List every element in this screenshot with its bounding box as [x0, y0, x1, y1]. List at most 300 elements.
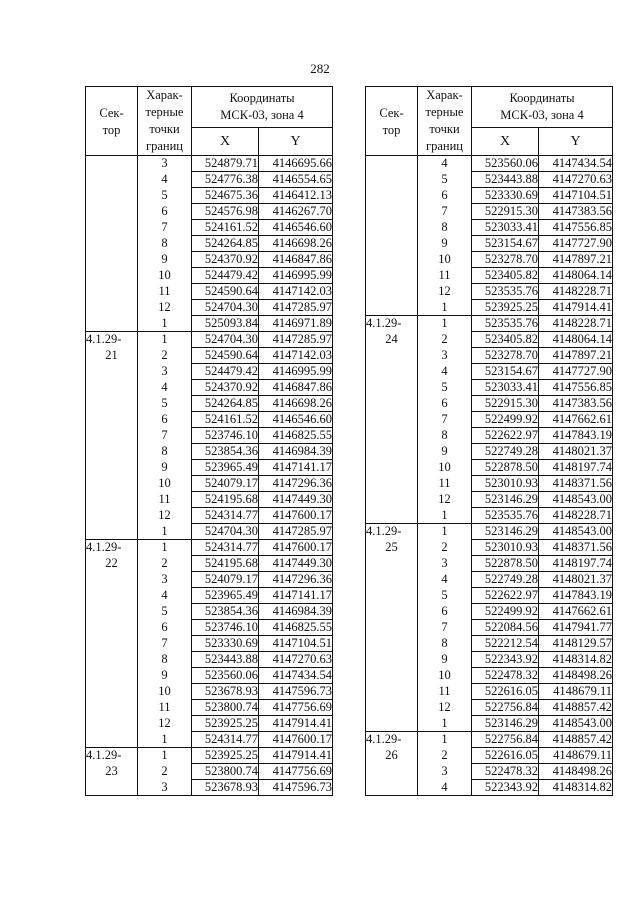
y-cell: 4147434.54: [259, 668, 333, 684]
point-cell: 1: [138, 748, 192, 764]
sector-cell: [366, 268, 418, 284]
y-cell: 4147600.17: [259, 732, 333, 748]
y-cell: 4147142.03: [259, 348, 333, 364]
sector-cell: [366, 652, 418, 668]
table-row: [366, 364, 613, 380]
point-cell: 3: [138, 780, 192, 796]
table-row: [86, 476, 333, 492]
y-cell: 4147843.19: [539, 428, 613, 444]
point-cell: 2: [138, 764, 192, 780]
y-cell: 4146847.86: [259, 380, 333, 396]
point-cell: 1: [138, 524, 192, 540]
point-cell: 7: [138, 220, 192, 236]
point-cell: 11: [138, 284, 192, 300]
x-cell: 524161.52: [192, 220, 259, 236]
y-cell: 4147142.03: [259, 284, 333, 300]
table-row: [366, 268, 613, 284]
x-cell: 524576.98: [192, 204, 259, 220]
table-row: [86, 300, 333, 316]
y-cell: 4146984.39: [259, 604, 333, 620]
points-header: Харак- терные точки границ: [418, 87, 472, 156]
table-row: [366, 636, 613, 652]
point-cell: 10: [418, 460, 472, 476]
table-row: [86, 684, 333, 700]
table-row: [86, 700, 333, 716]
sector-cell: [86, 476, 138, 492]
x-cell: 523405.82: [472, 332, 539, 348]
point-cell: 9: [418, 236, 472, 252]
sector-cell: [366, 716, 418, 732]
sector-header: Сек- тор: [366, 87, 418, 156]
table-row: [366, 460, 613, 476]
y-cell: 4147914.41: [539, 300, 613, 316]
point-cell: 6: [418, 396, 472, 412]
x-cell: 523800.74: [192, 764, 259, 780]
x-cell: 524314.77: [192, 540, 259, 556]
point-cell: 8: [138, 236, 192, 252]
point-cell: 5: [418, 380, 472, 396]
y-cell: 4147141.17: [259, 460, 333, 476]
table-row: [366, 188, 613, 204]
coordinates-table-left: [85, 86, 333, 796]
x-cell: 524195.68: [192, 556, 259, 572]
y-cell: 4147756.69: [259, 764, 333, 780]
x-cell: 523535.76: [472, 508, 539, 524]
table-row: [86, 348, 333, 364]
point-cell: 4: [418, 156, 472, 172]
y-cell: 4148857.42: [539, 732, 613, 748]
x-cell: 524264.85: [192, 396, 259, 412]
x-cell: 523405.82: [472, 268, 539, 284]
y-cell: 4148679.11: [539, 684, 613, 700]
point-cell: 10: [418, 252, 472, 268]
y-cell: 4148857.42: [539, 700, 613, 716]
point-cell: 5: [138, 188, 192, 204]
table-row: [86, 236, 333, 252]
y-cell: 4147449.30: [259, 556, 333, 572]
y-cell: 4147914.41: [259, 748, 333, 764]
y-cell: 4148498.26: [539, 668, 613, 684]
point-cell: 1: [418, 524, 472, 540]
table-row: [86, 620, 333, 636]
table-row: [86, 412, 333, 428]
point-cell: 7: [418, 204, 472, 220]
y-cell: 4146995.99: [259, 268, 333, 284]
y-cell: 4147600.17: [259, 508, 333, 524]
sector-cell: [366, 300, 418, 316]
sector-cell: [86, 396, 138, 412]
y-cell: 4147897.21: [539, 348, 613, 364]
sector-cell: [366, 588, 418, 604]
x-cell: 522343.92: [472, 780, 539, 796]
sector-cell: [366, 492, 418, 508]
sector-cell: [366, 172, 418, 188]
y-cell: 4147662.61: [539, 604, 613, 620]
sector-cell: [366, 252, 418, 268]
sector-cell: [86, 668, 138, 684]
point-cell: 5: [138, 604, 192, 620]
y-cell: 4147285.97: [259, 332, 333, 348]
point-cell: 1: [418, 716, 472, 732]
sector-cell: [86, 428, 138, 444]
sector-cell: [86, 620, 138, 636]
point-cell: 9: [138, 252, 192, 268]
sector-cell: [86, 524, 138, 540]
sector-cell: 4.1.29-: [86, 748, 138, 764]
y-cell: 4146695.66: [259, 156, 333, 172]
table-row: [366, 252, 613, 268]
point-cell: 5: [138, 396, 192, 412]
x-cell: 523535.76: [472, 316, 539, 332]
x-cell: 524195.68: [192, 492, 259, 508]
sector-cell: 25: [366, 540, 418, 556]
table-row: [86, 188, 333, 204]
point-cell: 1: [418, 300, 472, 316]
table-row: [86, 764, 333, 780]
table-row: [366, 604, 613, 620]
y-header: Y: [259, 128, 333, 156]
x-cell: 524370.92: [192, 252, 259, 268]
point-cell: 1: [418, 316, 472, 332]
x-cell: 524079.17: [192, 476, 259, 492]
x-cell: 522616.05: [472, 748, 539, 764]
y-cell: 4147556.85: [539, 220, 613, 236]
table-row: [366, 316, 613, 332]
table-row: [86, 284, 333, 300]
x-cell: 523146.29: [472, 492, 539, 508]
sector-cell: 4.1.29-: [86, 540, 138, 556]
point-cell: 3: [418, 348, 472, 364]
x-cell: 523925.25: [192, 716, 259, 732]
y-cell: 4147104.51: [259, 636, 333, 652]
y-cell: 4147843.19: [539, 588, 613, 604]
sector-cell: [366, 204, 418, 220]
table-row: [366, 572, 613, 588]
x-cell: 523678.93: [192, 684, 259, 700]
x-cell: 523560.06: [472, 156, 539, 172]
sector-cell: [86, 700, 138, 716]
sector-cell: [86, 444, 138, 460]
table-row: [86, 556, 333, 572]
sector-cell: 4.1.29-: [366, 524, 418, 540]
table-row: [366, 204, 613, 220]
y-cell: 4146267.70: [259, 204, 333, 220]
point-cell: 3: [138, 156, 192, 172]
point-cell: 4: [418, 572, 472, 588]
x-cell: 523746.10: [192, 620, 259, 636]
sector-cell: [366, 380, 418, 396]
y-cell: 4147556.85: [539, 380, 613, 396]
table-row: [366, 428, 613, 444]
y-cell: 4146825.55: [259, 428, 333, 444]
table-row: [86, 220, 333, 236]
sector-cell: 21: [86, 348, 138, 364]
x-cell: 523800.74: [192, 700, 259, 716]
sector-cell: [86, 364, 138, 380]
x-cell: 522084.56: [472, 620, 539, 636]
x-cell: 524479.42: [192, 268, 259, 284]
sector-cell: [86, 380, 138, 396]
table-row: [366, 380, 613, 396]
sector-cell: [366, 780, 418, 796]
page-number: 282: [310, 61, 330, 76]
y-cell: 4148543.00: [539, 716, 613, 732]
table-row: [86, 668, 333, 684]
table-row: [366, 236, 613, 252]
point-cell: 4: [138, 380, 192, 396]
sector-cell: [86, 604, 138, 620]
y-cell: 4148197.74: [539, 556, 613, 572]
table-row: [366, 684, 613, 700]
sector-cell: [86, 572, 138, 588]
table-row: [366, 556, 613, 572]
y-cell: 4147383.56: [539, 204, 613, 220]
table-row: [86, 156, 333, 172]
point-cell: 11: [418, 268, 472, 284]
sector-cell: [366, 556, 418, 572]
sector-cell: [366, 476, 418, 492]
sector-cell: [366, 636, 418, 652]
y-cell: 4146554.65: [259, 172, 333, 188]
table-row: [86, 636, 333, 652]
point-cell: 1: [138, 732, 192, 748]
sector-cell: 4.1.29-: [86, 332, 138, 348]
table-row: [86, 652, 333, 668]
coordinates-table-right: [365, 86, 613, 796]
x-cell: 523278.70: [472, 252, 539, 268]
point-cell: 8: [138, 652, 192, 668]
table-row: [366, 716, 613, 732]
table-row: [366, 508, 613, 524]
x-cell: 523535.76: [472, 284, 539, 300]
x-cell: 524079.17: [192, 572, 259, 588]
table-row: [366, 220, 613, 236]
table-row: [86, 364, 333, 380]
x-cell: 522756.84: [472, 700, 539, 716]
table-row: [366, 764, 613, 780]
sector-cell: [366, 764, 418, 780]
sector-cell: [86, 412, 138, 428]
point-cell: 1: [138, 540, 192, 556]
y-cell: 4146971.89: [259, 316, 333, 332]
coordinates-header: Координаты МСК-03, зона 4: [472, 87, 613, 128]
y-cell: 4146546.60: [259, 220, 333, 236]
sector-cell: [86, 460, 138, 476]
point-cell: 6: [418, 188, 472, 204]
sector-cell: [86, 508, 138, 524]
point-cell: 8: [138, 444, 192, 460]
x-header: X: [472, 128, 539, 156]
table-row: [86, 540, 333, 556]
table-row: [366, 348, 613, 364]
x-cell: 522749.28: [472, 444, 539, 460]
point-cell: 10: [418, 668, 472, 684]
x-cell: 524370.92: [192, 380, 259, 396]
y-cell: 4147600.17: [259, 540, 333, 556]
table-row: [86, 428, 333, 444]
y-cell: 4147270.63: [539, 172, 613, 188]
y-header: Y: [539, 128, 613, 156]
table-row: [366, 284, 613, 300]
table-row: [366, 300, 613, 316]
point-cell: 5: [418, 172, 472, 188]
y-cell: 4148129.57: [539, 636, 613, 652]
table-row: [86, 508, 333, 524]
table-row: [86, 396, 333, 412]
point-cell: 3: [418, 556, 472, 572]
x-cell: 522756.84: [472, 732, 539, 748]
y-cell: 4147596.73: [259, 684, 333, 700]
table-row: [366, 668, 613, 684]
point-cell: 1: [418, 732, 472, 748]
point-cell: 6: [138, 412, 192, 428]
point-cell: 2: [418, 540, 472, 556]
y-cell: 4147897.21: [539, 252, 613, 268]
y-cell: 4147270.63: [259, 652, 333, 668]
table-row: [366, 748, 613, 764]
table-row: [86, 732, 333, 748]
y-cell: 4146412.13: [259, 188, 333, 204]
x-cell: 522499.92: [472, 604, 539, 620]
y-cell: 4147434.54: [539, 156, 613, 172]
point-cell: 3: [138, 572, 192, 588]
x-cell: 522343.92: [472, 652, 539, 668]
y-cell: 4146698.26: [259, 396, 333, 412]
y-cell: 4146546.60: [259, 412, 333, 428]
table-row: [86, 716, 333, 732]
x-cell: 523278.70: [472, 348, 539, 364]
table-row: [86, 332, 333, 348]
point-cell: 12: [138, 508, 192, 524]
x-cell: 523560.06: [192, 668, 259, 684]
sector-cell: [366, 460, 418, 476]
table-row: [86, 572, 333, 588]
table-row: [86, 604, 333, 620]
sector-cell: 23: [86, 764, 138, 780]
sector-cell: [366, 428, 418, 444]
table-row: [366, 476, 613, 492]
sector-cell: [86, 636, 138, 652]
x-cell: 523854.36: [192, 444, 259, 460]
x-cell: 523010.93: [472, 476, 539, 492]
x-cell: 523965.49: [192, 460, 259, 476]
table-row: [366, 700, 613, 716]
y-cell: 4148498.26: [539, 764, 613, 780]
y-cell: 4147285.97: [259, 300, 333, 316]
y-cell: 4147596.73: [259, 780, 333, 796]
table-row: [366, 524, 613, 540]
table-row: [86, 492, 333, 508]
sector-cell: [86, 252, 138, 268]
y-cell: 4147727.90: [539, 236, 613, 252]
point-cell: 8: [418, 636, 472, 652]
y-cell: 4148228.71: [539, 284, 613, 300]
x-cell: 524479.42: [192, 364, 259, 380]
y-cell: 4147285.97: [259, 524, 333, 540]
table-row: [366, 620, 613, 636]
y-cell: 4148197.74: [539, 460, 613, 476]
point-cell: 2: [138, 556, 192, 572]
point-cell: 12: [138, 716, 192, 732]
coordinates-header: Координаты МСК-03, зона 4: [192, 87, 333, 128]
x-cell: 523443.88: [472, 172, 539, 188]
point-cell: 2: [418, 748, 472, 764]
y-cell: 4148543.00: [539, 524, 613, 540]
point-cell: 10: [138, 684, 192, 700]
table-row: [86, 588, 333, 604]
x-cell: 523010.93: [472, 540, 539, 556]
point-cell: 8: [418, 220, 472, 236]
x-cell: 524264.85: [192, 236, 259, 252]
x-cell: 524314.77: [192, 508, 259, 524]
y-cell: 4148371.56: [539, 476, 613, 492]
sector-cell: [366, 236, 418, 252]
y-cell: 4147383.56: [539, 396, 613, 412]
sector-cell: [366, 700, 418, 716]
table-row: [86, 268, 333, 284]
y-cell: 4148314.82: [539, 780, 613, 796]
sector-cell: [366, 668, 418, 684]
y-cell: 4148314.82: [539, 652, 613, 668]
y-cell: 4147941.77: [539, 620, 613, 636]
x-cell: 523746.10: [192, 428, 259, 444]
x-cell: 522478.32: [472, 764, 539, 780]
sector-cell: [86, 300, 138, 316]
y-cell: 4147449.30: [259, 492, 333, 508]
y-cell: 4147296.36: [259, 476, 333, 492]
table-row: [366, 588, 613, 604]
sector-cell: [366, 220, 418, 236]
point-cell: 11: [418, 476, 472, 492]
sector-cell: [86, 780, 138, 796]
x-cell: 523925.25: [192, 748, 259, 764]
point-cell: 10: [138, 268, 192, 284]
sector-cell: [366, 156, 418, 172]
x-cell: 524675.36: [192, 188, 259, 204]
table-row: [366, 780, 613, 796]
sector-cell: [366, 572, 418, 588]
point-cell: 7: [138, 428, 192, 444]
x-cell: 524879.71: [192, 156, 259, 172]
sector-cell: 4.1.29-: [366, 316, 418, 332]
x-cell: 523154.67: [472, 236, 539, 252]
point-cell: 12: [418, 700, 472, 716]
point-cell: 4: [418, 364, 472, 380]
x-cell: 523854.36: [192, 604, 259, 620]
table-row: [86, 252, 333, 268]
point-cell: 3: [418, 764, 472, 780]
sector-cell: [86, 316, 138, 332]
point-cell: 6: [418, 604, 472, 620]
point-cell: 8: [418, 428, 472, 444]
point-cell: 11: [138, 700, 192, 716]
x-cell: 523443.88: [192, 652, 259, 668]
table-row: [366, 732, 613, 748]
x-cell: 522749.28: [472, 572, 539, 588]
point-cell: 6: [138, 204, 192, 220]
y-cell: 4147914.41: [259, 716, 333, 732]
x-cell: 524704.30: [192, 524, 259, 540]
table-row: [366, 156, 613, 172]
x-cell: 523330.69: [192, 636, 259, 652]
x-cell: 522878.50: [472, 460, 539, 476]
x-cell: 524314.77: [192, 732, 259, 748]
point-cell: 2: [138, 348, 192, 364]
sector-cell: [366, 188, 418, 204]
table-row: [86, 748, 333, 764]
x-cell: 523154.67: [472, 364, 539, 380]
point-cell: 4: [418, 780, 472, 796]
